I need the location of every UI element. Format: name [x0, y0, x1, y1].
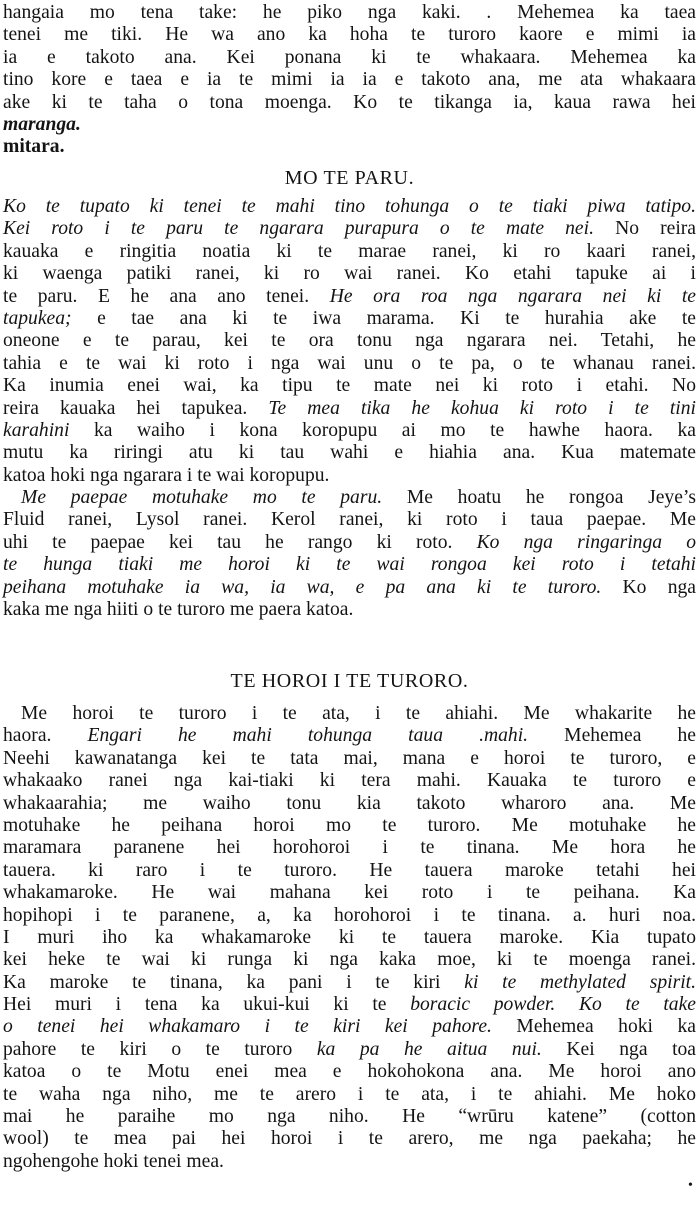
text-run: mai he paraihe mo nga niho. He “wrūru katene” (cotton: [3, 1106, 696, 1128]
text-line: [3, 263, 696, 285]
text-run: haora.: [3, 725, 88, 747]
text-line: [3, 1016, 696, 1038]
text-run: tauera. ki raro i te turoro. He tauera maroke tetahi hei: [3, 859, 696, 881]
text-run: ki waenga patiki ranei, ki ro wai ranei. Ko etahi tapuke ai i: [3, 263, 696, 285]
text-line: [3, 308, 696, 330]
text-run: kauaka e ringitia noatia ki te marae ranei, ki ro kaari ranei,: [3, 240, 696, 262]
text-run: katoa o te Motu enei mea e hokohokona ana. Me horoi ano: [3, 1061, 696, 1083]
text-line: [3, 860, 696, 882]
text-line: [3, 92, 696, 114]
text-run: Ko nga ringaringa o: [476, 531, 696, 553]
text-run: tahia e te wai ki roto i nga wai unu o te pa, o te whanau ranei.: [3, 352, 696, 374]
text-run: ka pa he aitua nui.: [316, 1038, 542, 1060]
text-run: wool) te mea pai hei horoi i te arero, me nga paekaha; he: [3, 1128, 696, 1150]
text-run: hangaia mo tena take: he piko nga kaki. . Mehemea ka taea: [3, 2, 696, 23]
text-run: mutu ka riringi atu ki tau wahi e hiahia ana. Kua matemate: [3, 442, 696, 464]
text-run: motuhake he peihana horoi mo te turoro. Me motuhake he: [3, 814, 696, 836]
text-run: kei heke te wai ki runga ki nga kaka moe, ki te moenga ranei.: [3, 949, 696, 971]
text-line: [3, 949, 696, 971]
text-run: te waha nga niho, me te arero i te ata, i te ahiahi. Me hoko: [3, 1083, 696, 1105]
text-line: [3, 1039, 696, 1061]
text-run: whakamaroke. He wai mahana kei roto i te peihana. Ka: [3, 882, 696, 904]
section-heading: TE HOROI I TE TURORO.: [230, 670, 469, 692]
text-line: [3, 353, 696, 375]
text-run: Engari he mahi tohunga taua .mahi.: [87, 725, 529, 747]
text-run: mitara.: [3, 136, 65, 158]
text-run: Kei roto i te paru te ngarara purapura o te mate nei.: [3, 218, 594, 240]
text-run: Me horoi te turoro i te ata, i te ahiahi. Me whakarite he: [21, 703, 696, 724]
text-line: [3, 577, 696, 599]
text-run: Me hoatu he rongoa Jeye’s: [382, 487, 696, 509]
text-run: katoa hoki nga ngarara i te wai koropupu.: [3, 464, 330, 486]
text-line: [3, 837, 696, 859]
text-run: I muri iho ka whakamaroke ki te tauera maroke. Kia tupato: [3, 926, 696, 948]
text-run: Fluid ranei, Lysol ranei. Kerol ranei, ki roto i taua paepae. Me: [3, 509, 696, 531]
text-line: [3, 972, 696, 994]
text-run: Kei nga toa: [541, 1038, 697, 1060]
text-run: boracic powder.: [410, 994, 556, 1016]
text-run: hopihopi i te paranene, a, ka horohoroi i te tinana. a. huri noa.: [3, 904, 696, 926]
text-run: pahore te kiri o te turoro: [3, 1038, 317, 1060]
text-line: [3, 196, 696, 218]
text-run: whakaarahia; me waiho tonu kia takoto wharoro ana. Me: [3, 792, 696, 814]
text-line: [3, 599, 696, 621]
text-line: [3, 748, 696, 770]
text-line: [3, 24, 696, 46]
text-run: Ka maroke te tinana, ka pani i te kiri: [3, 971, 465, 993]
text-line: [3, 532, 696, 554]
text-line: [3, 241, 696, 263]
text-run: Te mea tika he kohua ki roto i te tini: [268, 397, 696, 419]
text-run: te paru. E he ana ano tenei.: [3, 285, 330, 307]
text-line: [3, 398, 696, 420]
text-run: [555, 994, 579, 1015]
text-line: [3, 330, 696, 352]
text-line: [3, 375, 696, 397]
text-run: Me paepae motuhake mo te paru.: [21, 487, 383, 509]
paragraph-continuation: [3, 2, 696, 159]
text-run: No reira: [593, 218, 696, 240]
text-run: ki te methylated spirit.: [464, 971, 697, 993]
text-line: [3, 69, 696, 91]
text-line: [3, 905, 696, 927]
text-run: Mehemea hoki ka: [491, 1016, 696, 1038]
text-line: [3, 136, 696, 158]
text-line: [3, 509, 696, 531]
text-run: maranga.: [3, 113, 81, 135]
text-line: [3, 218, 696, 240]
text-line: [3, 420, 696, 442]
text-line: [3, 554, 696, 576]
section-heading: MO TE PARU.: [284, 167, 415, 189]
section-mo-te-paru: [3, 166, 696, 621]
text-run: Ka inumia enei wai, ka tipu te mate nei ki roto i etahi. No: [3, 375, 696, 397]
text-run: kaka me nga hiiti o te turoro me paera katoa.: [3, 599, 354, 621]
text-run: tino kore e taea e ia te mimi ia ia e takoto ana, me ata whakaara: [3, 69, 696, 91]
text-line: [3, 770, 696, 792]
text-run: te hunga tiaki me horoi ki te wai rongoa kei roto i tetahi: [3, 554, 696, 576]
text-run: uhi te paepae kei tau he rango ki roto.: [3, 531, 477, 553]
text-run: Neehi kawanatanga kei te tata mai, mana e horoi te turoro, e: [3, 747, 696, 769]
text-line: [3, 114, 696, 136]
text-line: [3, 2, 696, 24]
text-run: ake ki te taha o tona moenga. Ko te tikanga ia, kaua rawa hei: [3, 91, 696, 113]
text-line: [3, 1128, 696, 1150]
text-line: [3, 994, 696, 1016]
text-line: [3, 882, 696, 904]
text-run: ka waiho i kona koropupu ai mo te hawhe haora. ka: [69, 419, 696, 441]
text-line: [3, 725, 696, 747]
text-run: He ora roa nga ngarara nei ki te: [329, 285, 696, 307]
text-line: [3, 1084, 696, 1106]
text-run: maramara paranene hei horohoroi i te tinana. Me hora he: [3, 837, 696, 859]
text-line: [3, 703, 696, 725]
text-line: [3, 815, 696, 837]
text-line: [3, 1061, 696, 1083]
section-te-horoi: [3, 669, 696, 1173]
text-run: Ko te take: [578, 994, 696, 1016]
text-line: [3, 286, 696, 308]
text-run: oneone e te parau, kei te ora tonu nga ngarara nei. Tetahi, he: [3, 330, 696, 352]
text-line: [3, 487, 696, 509]
text-line: [3, 1106, 696, 1128]
text-run: whakaako ranei nga kai-tiaki ki tera mahi. Kauaka te turoro e: [3, 770, 696, 792]
text-run: ia e takoto ana. Kei ponana ki te whakaara. Mehemea ka: [3, 46, 696, 68]
section-body: [3, 196, 696, 621]
text-run: ngohengohe hoki tenei mea.: [3, 1150, 224, 1172]
text-line: [3, 1151, 696, 1173]
text-run: Ko te tupato ki tenei te mahi tino tohunga o te tiaki piwa tatipo.: [3, 196, 696, 217]
text-run: Mehemea he: [528, 725, 696, 747]
text-run: reira kauaka hei tapukea.: [3, 397, 269, 419]
text-run: tenei me tiki. He wa ano ka hoha te turoro kaore e mimi ia: [3, 24, 696, 46]
text-run: o tenei hei whakamaro i te kiri kei pahore.: [3, 1016, 492, 1038]
stray-mark: •: [688, 1178, 693, 1193]
text-run: karahini: [3, 419, 70, 441]
text-line: [3, 442, 696, 464]
text-line: [3, 793, 696, 815]
text-line: [3, 465, 696, 487]
text-run: Hei muri i tena ka ukui-kui ki te: [3, 994, 411, 1016]
text-run: peihana motuhake ia wa, ia wa, e pa ana ki te turoro.: [3, 576, 602, 598]
section-body: [3, 703, 696, 1173]
text-run: Ko nga: [601, 576, 696, 598]
text-run: e tae ana ki te iwa marama. Ki te hurahia ake te: [71, 307, 696, 329]
text-line: [3, 47, 696, 69]
text-run: tapukea;: [3, 307, 72, 329]
text-line: [3, 927, 696, 949]
